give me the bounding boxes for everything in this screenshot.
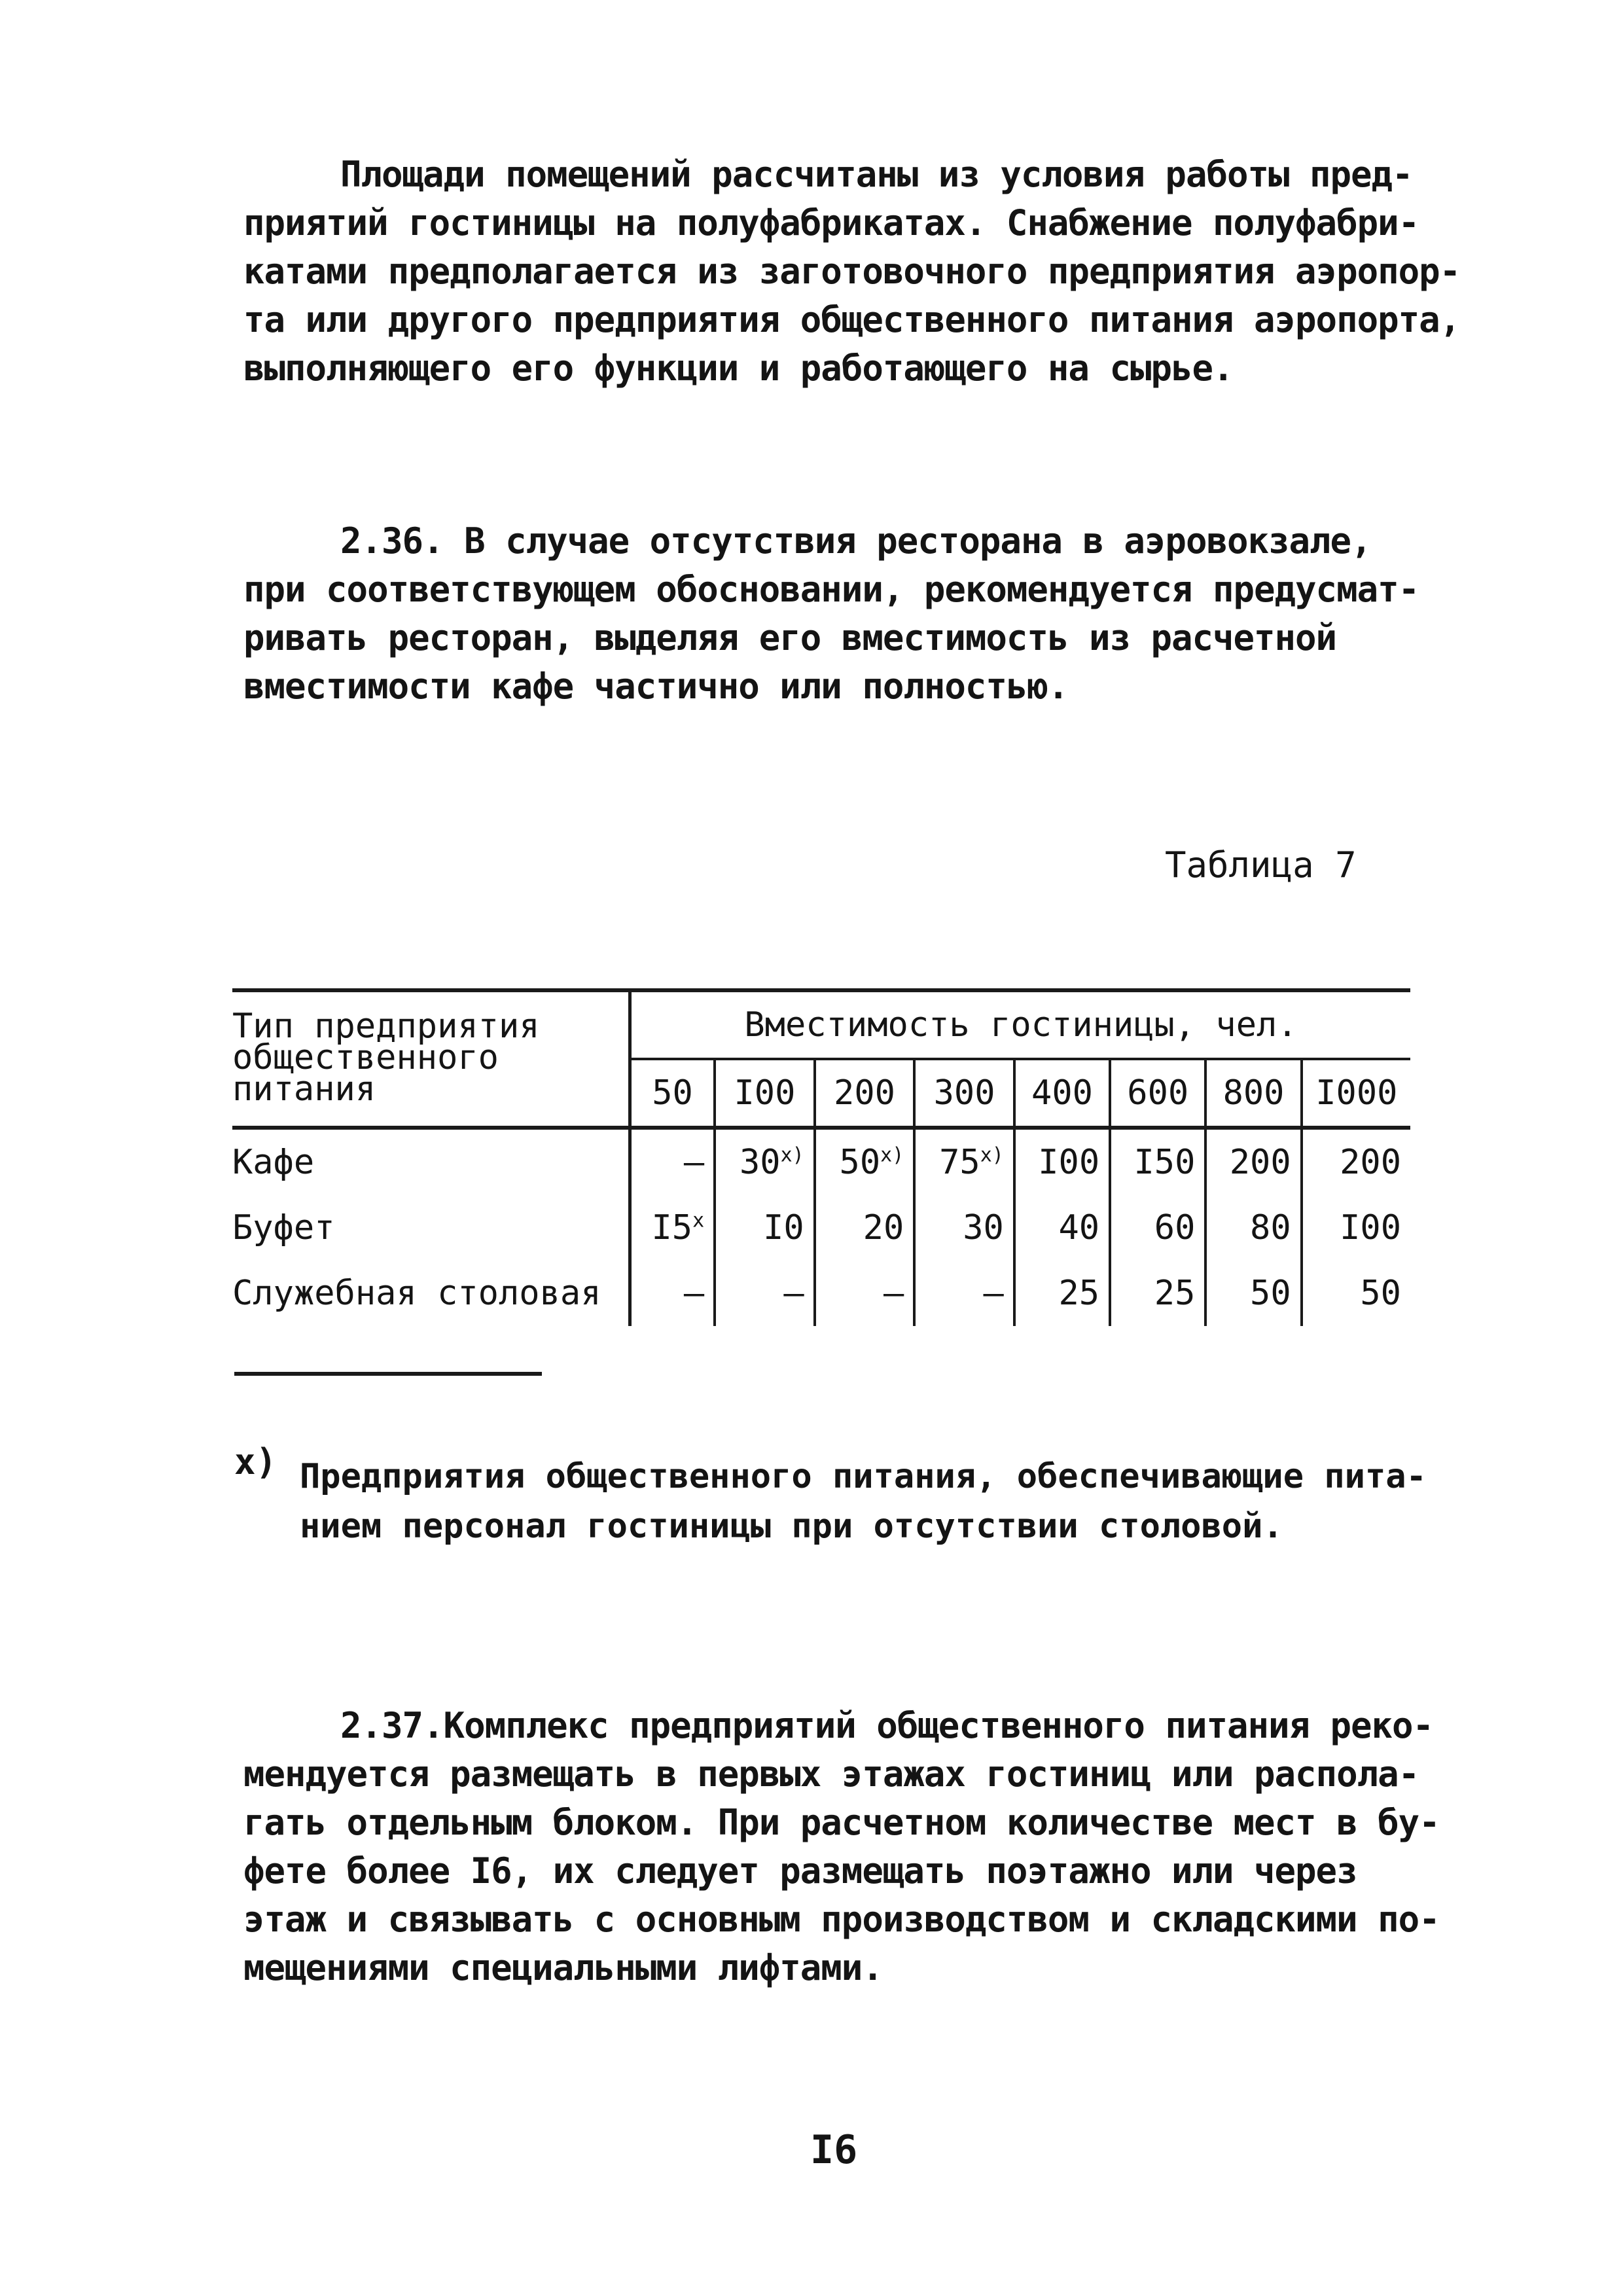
- column-header: I000: [1302, 1059, 1410, 1128]
- paragraph-2-37: [243, 1702, 1440, 1992]
- table-cell: [815, 1128, 915, 1195]
- cell-value: 75: [939, 1143, 980, 1182]
- cell-value: 25: [1154, 1274, 1196, 1313]
- text-line: Площади помещений рассчитаны из условия работы пред-: [340, 154, 1413, 195]
- text-line: ривать ресторан, выделяя его вместимость из расчетной: [243, 617, 1337, 658]
- cell-value: 30: [963, 1208, 1004, 1247]
- table-cell: [715, 1195, 815, 1261]
- table-cell: [715, 1261, 815, 1326]
- table-cell: [630, 1261, 715, 1326]
- table-cell: [1302, 1128, 1410, 1195]
- column-header: I00: [715, 1059, 815, 1128]
- row-label: Буфет: [232, 1195, 630, 1261]
- text-line: мещениями специальными лифтами.: [243, 1947, 883, 1988]
- footnote-mark: x): [234, 1441, 277, 1482]
- cell-value: 200: [1340, 1143, 1401, 1182]
- cell-value: I00: [1340, 1208, 1401, 1247]
- text-line: этаж и связывать с основным производством и складскими по-: [243, 1899, 1440, 1940]
- table-row: [232, 1128, 1410, 1195]
- text-line: фете более I6, их следует размещать поэтажно или через: [243, 1850, 1357, 1892]
- cell-value: –: [883, 1274, 904, 1313]
- footnote-text: [300, 1452, 1427, 1551]
- column-header: 400: [1014, 1059, 1110, 1128]
- cell-value: I5: [651, 1208, 693, 1247]
- cell-value: I00: [1038, 1143, 1100, 1182]
- cell-value: –: [683, 1143, 705, 1182]
- table-row: [232, 1195, 1410, 1261]
- footnote-reference: x): [980, 1143, 1004, 1167]
- table-cell: [815, 1261, 915, 1326]
- table-cell: [1110, 1261, 1205, 1326]
- table-cell: [1205, 1261, 1301, 1326]
- table-cell: [914, 1195, 1014, 1261]
- cell-value: 60: [1154, 1208, 1196, 1247]
- table: [232, 988, 1410, 1326]
- table-row: [232, 1261, 1410, 1326]
- text-line: 2.36. В случае отсутствия ресторана в аэровокзале,: [340, 520, 1372, 562]
- text-line: катами предполагается из заготовочного предприятия аэропор-: [243, 251, 1461, 292]
- table-cell: [815, 1195, 915, 1261]
- table-cell: [1110, 1128, 1205, 1195]
- table-cell: [1302, 1261, 1410, 1326]
- row-header-cell: Тип предприятия общественного питания: [232, 990, 630, 1128]
- row-label: Служебная столовая: [232, 1261, 630, 1326]
- table-header-row: [232, 990, 1410, 1059]
- cell-value: 50: [1250, 1274, 1291, 1313]
- table-cell: [914, 1261, 1014, 1326]
- text-line: 2.37.Комплекс предприятий общественного питания реко-: [340, 1705, 1434, 1746]
- capacity-table: [232, 988, 1410, 1326]
- cell-value: –: [983, 1274, 1004, 1313]
- table-caption: Таблица 7: [1165, 844, 1357, 886]
- table-cell: [1014, 1195, 1110, 1261]
- footnote-reference: x): [880, 1143, 904, 1167]
- row-label: Кафе: [232, 1128, 630, 1195]
- paragraph-hotel-kitchen-areas: [243, 151, 1460, 393]
- table-cell: [630, 1195, 715, 1261]
- cell-value: 40: [1058, 1208, 1100, 1247]
- cell-value: I0: [763, 1208, 804, 1247]
- text-line: та или другого предприятия общественного питания аэропорта,: [243, 299, 1461, 340]
- table-cell: [1014, 1261, 1110, 1326]
- table-cell: [1014, 1128, 1110, 1195]
- cell-value: 80: [1250, 1208, 1291, 1247]
- column-header: 300: [914, 1059, 1014, 1128]
- table-cell: [1205, 1195, 1301, 1261]
- table-cell: [1110, 1195, 1205, 1261]
- cell-value: 50: [839, 1143, 881, 1182]
- table-body: [232, 1128, 1410, 1326]
- text-line: Предприятия общественного питания, обеспечивающие пита-: [300, 1457, 1427, 1496]
- cell-value: I50: [1133, 1143, 1196, 1182]
- table-cell: [914, 1128, 1014, 1195]
- column-header: 200: [815, 1059, 915, 1128]
- footnote-divider: [234, 1372, 542, 1376]
- text-line: при соответствующем обосновании, рекомендуется предусмат-: [243, 569, 1419, 610]
- cell-value: 200: [1229, 1143, 1291, 1182]
- text-line: гать отдельным блоком. При расчетном количестве мест в бу-: [243, 1802, 1440, 1843]
- text-line: нием персонал гостиницы при отсутствии столовой.: [300, 1507, 1283, 1546]
- cell-value: 30: [739, 1143, 781, 1182]
- table-cell: [630, 1128, 715, 1195]
- cell-value: 20: [863, 1208, 904, 1247]
- paragraph-2-36: [243, 517, 1419, 711]
- text-line: приятий гостиницы на полуфабрикатах. Снабжение полуфабри-: [243, 202, 1419, 243]
- cell-value: 25: [1058, 1274, 1100, 1313]
- cell-value: 50: [1360, 1274, 1401, 1313]
- text-line: вместимости кафе частично или полностью.: [243, 666, 1069, 707]
- footnote-reference: x: [692, 1209, 705, 1232]
- cell-value: –: [783, 1274, 804, 1313]
- cell-value: –: [683, 1274, 705, 1313]
- text-line: мендуется размещать в первых этажах гостиниц или распола-: [243, 1753, 1419, 1795]
- column-header: 50: [630, 1059, 715, 1128]
- column-header: 600: [1110, 1059, 1205, 1128]
- table-cell: [1205, 1128, 1301, 1195]
- column-header: 800: [1205, 1059, 1301, 1128]
- group-header-cell: Вместимость гостиницы, чел.: [630, 990, 1411, 1059]
- text-line: выполняющего его функции и работающего на сырье.: [243, 348, 1234, 389]
- page-number: I6: [810, 2127, 858, 2173]
- table-cell: [715, 1128, 815, 1195]
- table-cell: [1302, 1195, 1410, 1261]
- footnote-reference: x): [780, 1143, 804, 1167]
